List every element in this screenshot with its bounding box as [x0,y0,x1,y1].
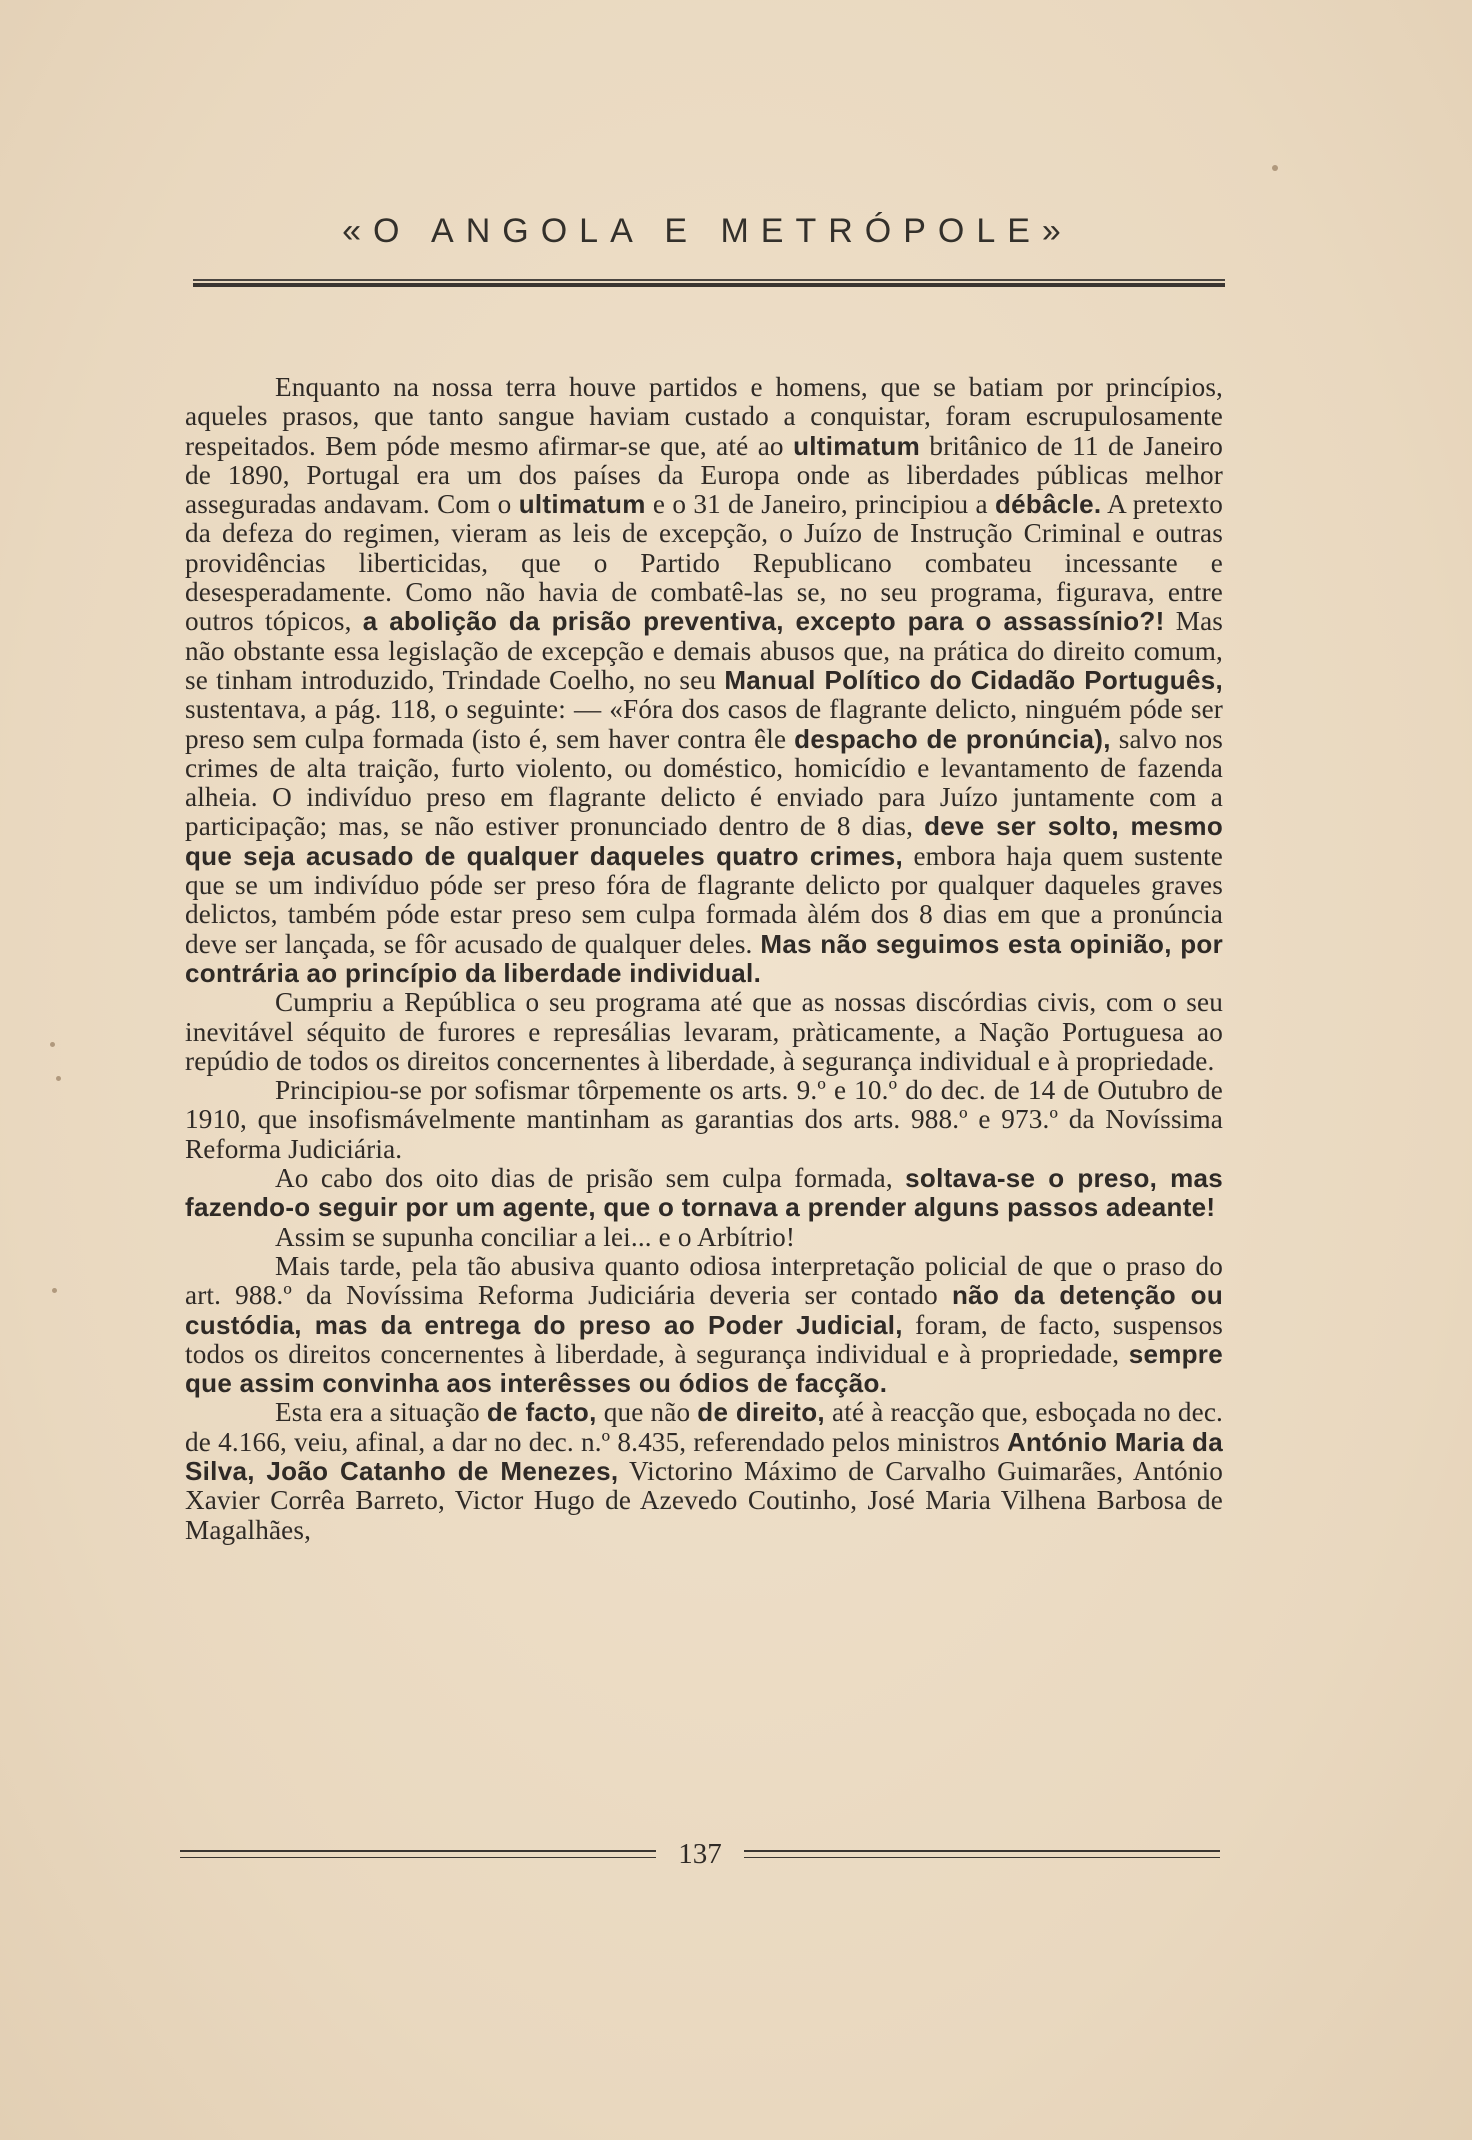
body-paragraph [185,373,1223,988]
text-run: embora haja quem sustente que se um indivíduo póde ser preso fóra de flagrante delicto por qualquer daqueles graves delictos, também póde estar preso sem culpa formada àlém dos 8 dias em que a pronúncia deve ser lançada, se fôr acusado de qualquer deles. [185,840,1223,959]
body-paragraph [185,1398,1223,1544]
body-text [185,373,1223,1545]
bold-emphasis: sempre que assim convinha aos interêsses ou ódios de facção. [185,1338,1223,1399]
page-number: 137 [678,1837,722,1870]
body-paragraph [185,1252,1223,1398]
bold-emphasis: a abolição da prisão preventiva, excepto para o assassínio?! [362,606,1165,637]
text-run: foram, de facto, suspensos todos os direitos concernentes à liberdade, à segurança individual e à propriedade, [185,1309,1223,1369]
text-run: Assim se supunha conciliar a lei... e o Arbítrio! [275,1221,796,1252]
footer-rule-left [180,1850,656,1858]
paper-speck [56,1076,61,1081]
page-footer [180,1836,1220,1872]
body-paragraph [185,1076,1223,1164]
bold-emphasis: soltava-se o preso, mas fazendo-o seguir por um agente, que o tornava a prender alguns passos adeante! [185,1163,1224,1223]
body-paragraph [185,988,1223,1076]
text-run: Esta era a situação [275,1397,487,1428]
paper-speck [50,1042,55,1047]
bold-emphasis: Mas não seguimos esta opinião, por contrária ao princípio da liberdade individual. [185,928,1223,988]
bold-emphasis: ultimatum [793,430,921,461]
bold-emphasis: ultimatum [518,489,646,520]
text-run: Mais tarde, pela tão abusiva quanto odiosa interpretação policial de que o praso do art. 988.º da Novíssima Reforma Judiciária deveria ser contado [185,1250,1223,1311]
header-rule [193,279,1225,287]
text-run: britânico de 11 de Janeiro de 1890, Portugal era um dos países da Europa onde as liberdades públicas melhor asseguradas andavam. Com o [185,430,1223,520]
running-title: «O ANGOLA E METRÓPOLE» [342,212,1073,250]
text-run: Principiou-se por sofismar tôrpemente os arts. 9.º e 10.º do dec. de 14 de Outubro de 1910, que insofismávelmente mantinham as garantias dos arts. 988.º e 973.º da Novíssima Reforma Judiciária. [185,1075,1223,1164]
bold-emphasis: débâcle. [994,489,1102,520]
text-run: salvo nos crimes de alta traição, furto violento, ou doméstico, homicídio e levantamento de fazenda alheia. O indivíduo preso em flagrante delicto é enviado para Juízo juntamente com a participação; mas, se não estiver pronunciado dentro de 8 dias, [185,723,1224,842]
text-run: e o 31 de Janeiro, principiou a [645,489,995,520]
text-run: A pretexto da defeza do regimen, vieram as leis de excepção, o Juízo de Instrução Criminal e outras providências liberticidas, que o Partido Republicano combateu incessante e desesperadamente. Como não havia de combatê-las se, no seu programa, figurava, entre outros tópicos, [185,489,1223,637]
bold-emphasis: de facto, [486,1397,597,1428]
paper-speck [1272,165,1278,171]
body-paragraph [185,1223,1223,1252]
bold-emphasis: não da detenção ou custódia, mas da entrega do preso ao Poder Judicial, [185,1280,1224,1340]
text-run: Victorino Máximo de Carvalho Guimarães, António Xavier Corrêa Barreto, Victor Hugo de Azevedo Coutinho, José Maria Vilhena Barbosa de Magalhães, [185,1455,1223,1545]
text-run: Mas não obstante essa legislação de excepção e demais abusos que, na prática do direito comum, se tinham introduzido, Trindade Coelho, no seu [185,606,1224,695]
bold-emphasis: despacho de pronúncia), [794,723,1111,754]
text-run: Enquanto na nossa terra houve partidos e homens, que se batiam por princípios, aqueles prasos, que tanto sangue haviam custado a conquistar, foram escrupulosamente respeitados. Bem póde mesmo afirmar-se que, até ao [185,372,1223,461]
bold-emphasis: António Maria da Silva, João Catanho de Menezes, [185,1426,1224,1486]
paper-speck [52,1288,57,1293]
body-paragraph [185,1164,1223,1223]
footer-rule-right [744,1850,1220,1858]
bold-emphasis: de direito, [697,1397,825,1428]
text-run: Cumpriu a República o seu programa até que as nossas discórdias civis, com o seu inevitável séquito de furores e represálias levaram, pràticamente, a Nação Portuguesa ao repúdio de todos os direitos concernentes à liberdade, à segurança individual e à propriedade. [185,987,1223,1076]
text-run: sustentava, a pág. 118, o seguinte: — «Fóra dos casos de flagrante delicto, ninguém póde ser preso sem culpa formada (isto é, sem haver contra êle [185,694,1223,754]
bold-emphasis: Manual Político do Cidadão Português, [724,664,1223,695]
bold-emphasis: deve ser solto, mesmo que seja acusado de qualquer daqueles quatro crimes, [185,811,1224,871]
text-run: Ao cabo dos oito dias de prisão sem culpa formada, [275,1163,906,1194]
text-run: que não [596,1397,698,1428]
text-run: até à reacção que, esboçada no dec. de 4.166, veiu, afinal, a dar no dec. n.º 8.435, referendado pelos ministros [185,1397,1223,1457]
